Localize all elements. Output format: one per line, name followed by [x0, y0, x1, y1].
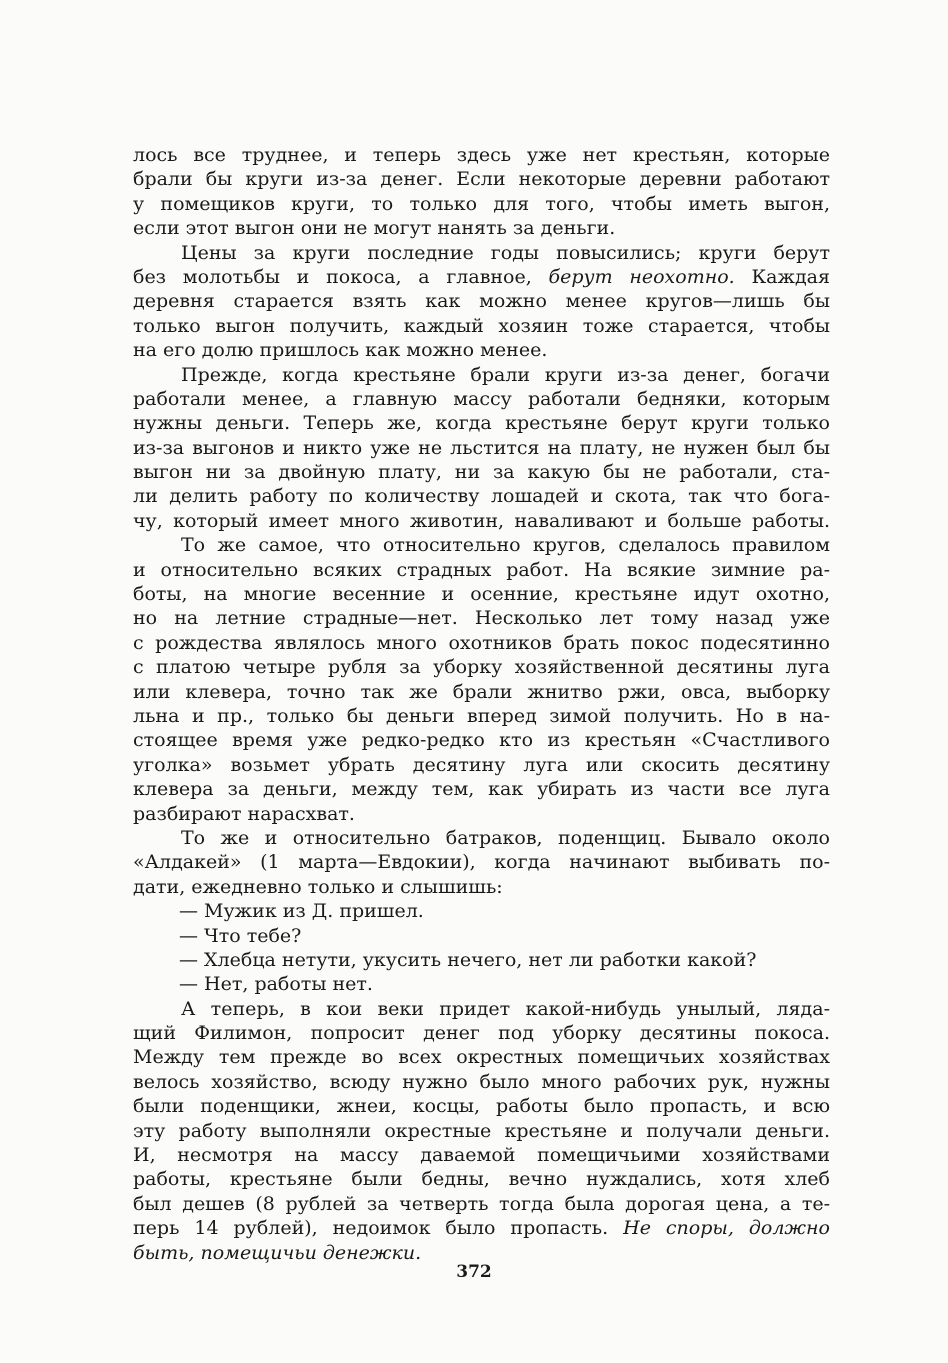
text-line-with-italic: [133, 265, 830, 289]
text-line: щий Филимон, попросит денег под уборку десятины покоса.: [133, 1022, 830, 1045]
text-line: «Алдакей» (1 марта—Евдокии), когда начинают выбивать по-: [133, 851, 830, 874]
text-line: клевера за деньги, между тем, как убирать из части все луга: [133, 778, 830, 801]
text-line: льна и пр., только бы деньги вперед зимой получить. Но в на-: [133, 704, 830, 727]
text-line: ли делить работу по количеству лошадей и скота, так что бога-: [133, 485, 830, 508]
text-line: на его долю пришлось как можно менее.: [133, 339, 548, 362]
text-line: Прежде, когда крестьяне брали круги из-за денег, богачи: [181, 363, 830, 386]
text-line: или клевера, точно так же брали жнитво ржи, овса, выборку: [133, 680, 830, 703]
text-line: с платою четыре рубля за уборку хозяйственной десятины луга: [133, 656, 830, 679]
text-line: дати, ежедневно только и слышишь:: [133, 875, 503, 898]
text-span: перь 14 рублей), недоимок было пропасть.: [133, 1217, 609, 1240]
body-text: [133, 143, 830, 1265]
text-line: если этот выгон они не могут нанять за деньги.: [133, 217, 616, 240]
text-line: Цены за круги последние годы повысились; круги берут: [181, 241, 830, 264]
text-line: чу, который имеет много животин, наваливают и больше работы.: [133, 509, 830, 532]
text-line: с рождества являлось много охотников брать покос подесятинно: [133, 631, 830, 654]
text-line: боты, на многие весенние и осенние, крестьяне идут охотно,: [133, 583, 830, 606]
text-line: у помещиков круги, то только для того, чтобы иметь выгон,: [133, 192, 830, 215]
text-line: брали бы круги из-за денег. Если некоторые деревни работают: [133, 168, 830, 191]
text-line: из-за выгонов и никто уже не льстится на плату, не нужен был бы: [133, 436, 830, 459]
dialogue-line: — Что тебе?: [179, 924, 302, 947]
dialogue-line: — Хлебца нетути, укусить нечего, нет ли работки какой?: [179, 948, 757, 971]
italic-phrase: Не споры, должно: [623, 1217, 830, 1240]
italic-phrase: берут неохотно.: [548, 265, 735, 288]
page-number: 372: [456, 1262, 492, 1282]
text-line: лось все труднее, и теперь здесь уже нет крестьян, которые: [133, 144, 830, 166]
text-line: выгон ни за двойную плату, ни за какую бы не работали, ста-: [133, 461, 830, 484]
text-line: Между тем прежде во всех окрестных помещичьих хозяйствах: [133, 1046, 830, 1069]
text-line: велось хозяйство, всюду нужно было много рабочих рук, нужны: [133, 1070, 830, 1093]
text-line: эту работу выполняли окрестные крестьяне и получали деньги.: [133, 1119, 830, 1142]
text-span: Каждая: [751, 265, 830, 288]
text-line: был дешев (8 рублей за четверть тогда была дорогая цена, а те-: [133, 1192, 830, 1215]
text-line: нужны деньги. Теперь же, когда крестьяне берут круги только: [133, 412, 830, 435]
text-line: только выгон получить, каждый хозяин тоже старается, чтобы: [133, 314, 830, 337]
text-line: работали менее, а главную массу работали бедняки, которым: [133, 387, 830, 410]
text-line: И, несмотря на массу даваемой помещичьими хозяйствами: [133, 1144, 830, 1167]
text-line: То же самое, что относительно кругов, сделалось правилом: [181, 534, 830, 557]
text-line: и относительно всяких страдных работ. На всякие зимние ра-: [133, 558, 830, 581]
text-span: без молотьбы и покоса, а главное,: [133, 265, 532, 288]
text-line: То же и относительно батраков, поденщиц. Бывало около: [181, 826, 830, 849]
text-line: работы, крестьяне были бедны, вечно нуждались, хотя хлеб: [133, 1168, 830, 1191]
text-line: были поденщики, жнеи, косцы, работы было пропасть, и всю: [133, 1095, 830, 1118]
text-line: А теперь, в кои веки придет какой-нибудь унылый, ляда-: [181, 997, 830, 1020]
text-line: но на летние страдные—нет. Несколько лет тому назад уже: [133, 607, 830, 630]
text-line: разбирают нарасхват.: [133, 802, 355, 825]
text-line: деревня старается взять как можно менее кругов—лишь бы: [133, 290, 830, 313]
italic-line: быть, помещичьи денежки.: [133, 1241, 422, 1264]
text-line: уголка» возьмет убрать десятину луга или скосить десятину: [133, 753, 830, 776]
text-line: стоящее время уже редко-редко кто из крестьян «Счастливого: [133, 729, 830, 752]
text-line-with-italic: [133, 1216, 830, 1240]
dialogue-line: — Нет, работы нет.: [179, 973, 373, 996]
dialogue-line: — Мужик из Д. пришел.: [179, 900, 424, 923]
